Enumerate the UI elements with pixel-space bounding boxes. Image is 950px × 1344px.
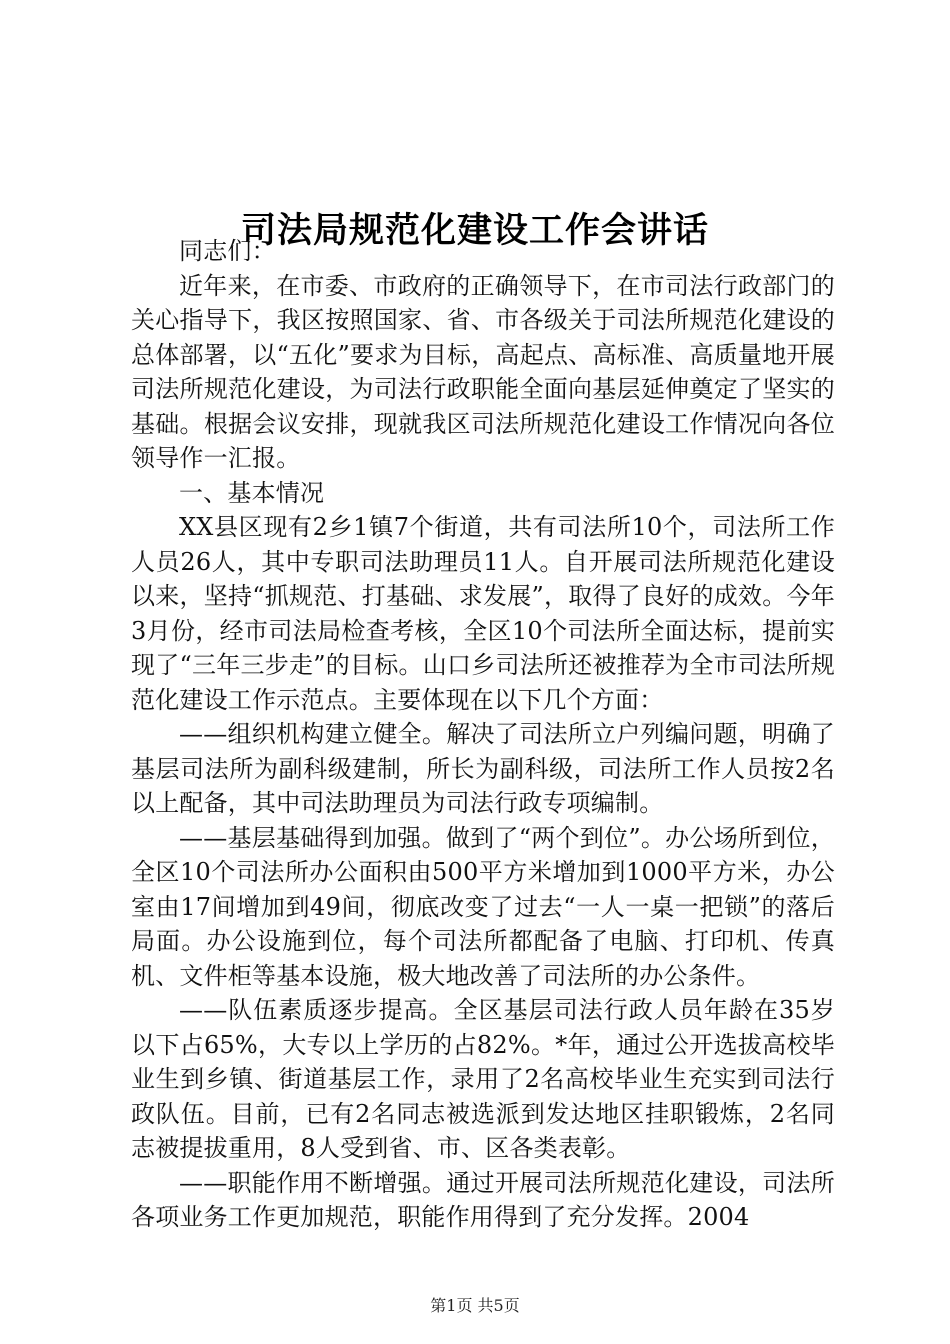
intro-paragraph: 近年来，在市委、市政府的正确领导下，在市司法行政部门的关心指导下，我区按照国家、省、市各级关于司法所规范化建设的总体部署，以“五化”要求为目标，高起点、高标准、高质量地开展司法所规范化建设，为司法行政职能全面向基层延伸奠定了坚实的基础。根据会议安排，现就我区司法所规范化建设工作情况向各位领导作一汇报。: [131, 271, 835, 472]
document-title: 司法局规范化建设工作会讲话: [240, 211, 709, 252]
section-heading: 一、基本情况: [179, 478, 325, 507]
function-paragraph: ——职能作用不断增强。通过开展司法所规范化建设，司法所各项业务工作更加规范，职能作用得到了充分发挥。2004: [131, 1168, 835, 1231]
document-body: [131, 234, 835, 1235]
organization-paragraph: ——组织机构建立健全。解决了司法所立户列编问题，明确了基层司法所为副科级建制，所长为副科级，司法所工作人员按2名以上配备，其中司法助理员为司法行政专项编制。: [131, 720, 835, 817]
team-quality-paragraph: ——队伍素质逐步提高。全区基层司法行政人员年龄在35岁以下占65%，大专以上学历的占82%。*年，通过公开选拔高校毕业生到乡镇、街道基层工作，录用了2名高校毕业生充实到司法行政队伍。目前，已有2名同志被选派到发达地区挂职锻炼，2名同志被提拔重用，8人受到省、市、区各类表彰。: [131, 996, 835, 1162]
salutation-paragraph: 同志们：: [179, 237, 276, 265]
basic-situation-paragraph: XX县区现有2乡1镇7个街道，共有司法所10个，司法所工作人员26人，其中专职司法助理员11人。自开展司法所规范化建设以来，坚持“抓规范、打基础、求发展”，取得了良好的成效。今年3月份，经市司法局检查考核，全区10个司法所全面达标，提前实现了“三年三步走”的目标。山口乡司法所还被推荐为全市司法所规范化建设工作示范点。主要体现在以下几个方面：: [131, 513, 835, 714]
page-footer: 第1页 共5页: [430, 1296, 520, 1315]
infrastructure-paragraph: ——基层基础得到加强。做到了“两个到位”。办公场所到位，全区10个司法所办公面积由500平方米增加到1000平方米，办公室由17间增加到49间，彻底改变了过去“一人一桌一把锁”的落后局面。办公设施到位，每个司法所都配备了电脑、打印机、传真机、文件柜等基本设施，极大地改善了司法所的办公条件。: [131, 823, 835, 990]
